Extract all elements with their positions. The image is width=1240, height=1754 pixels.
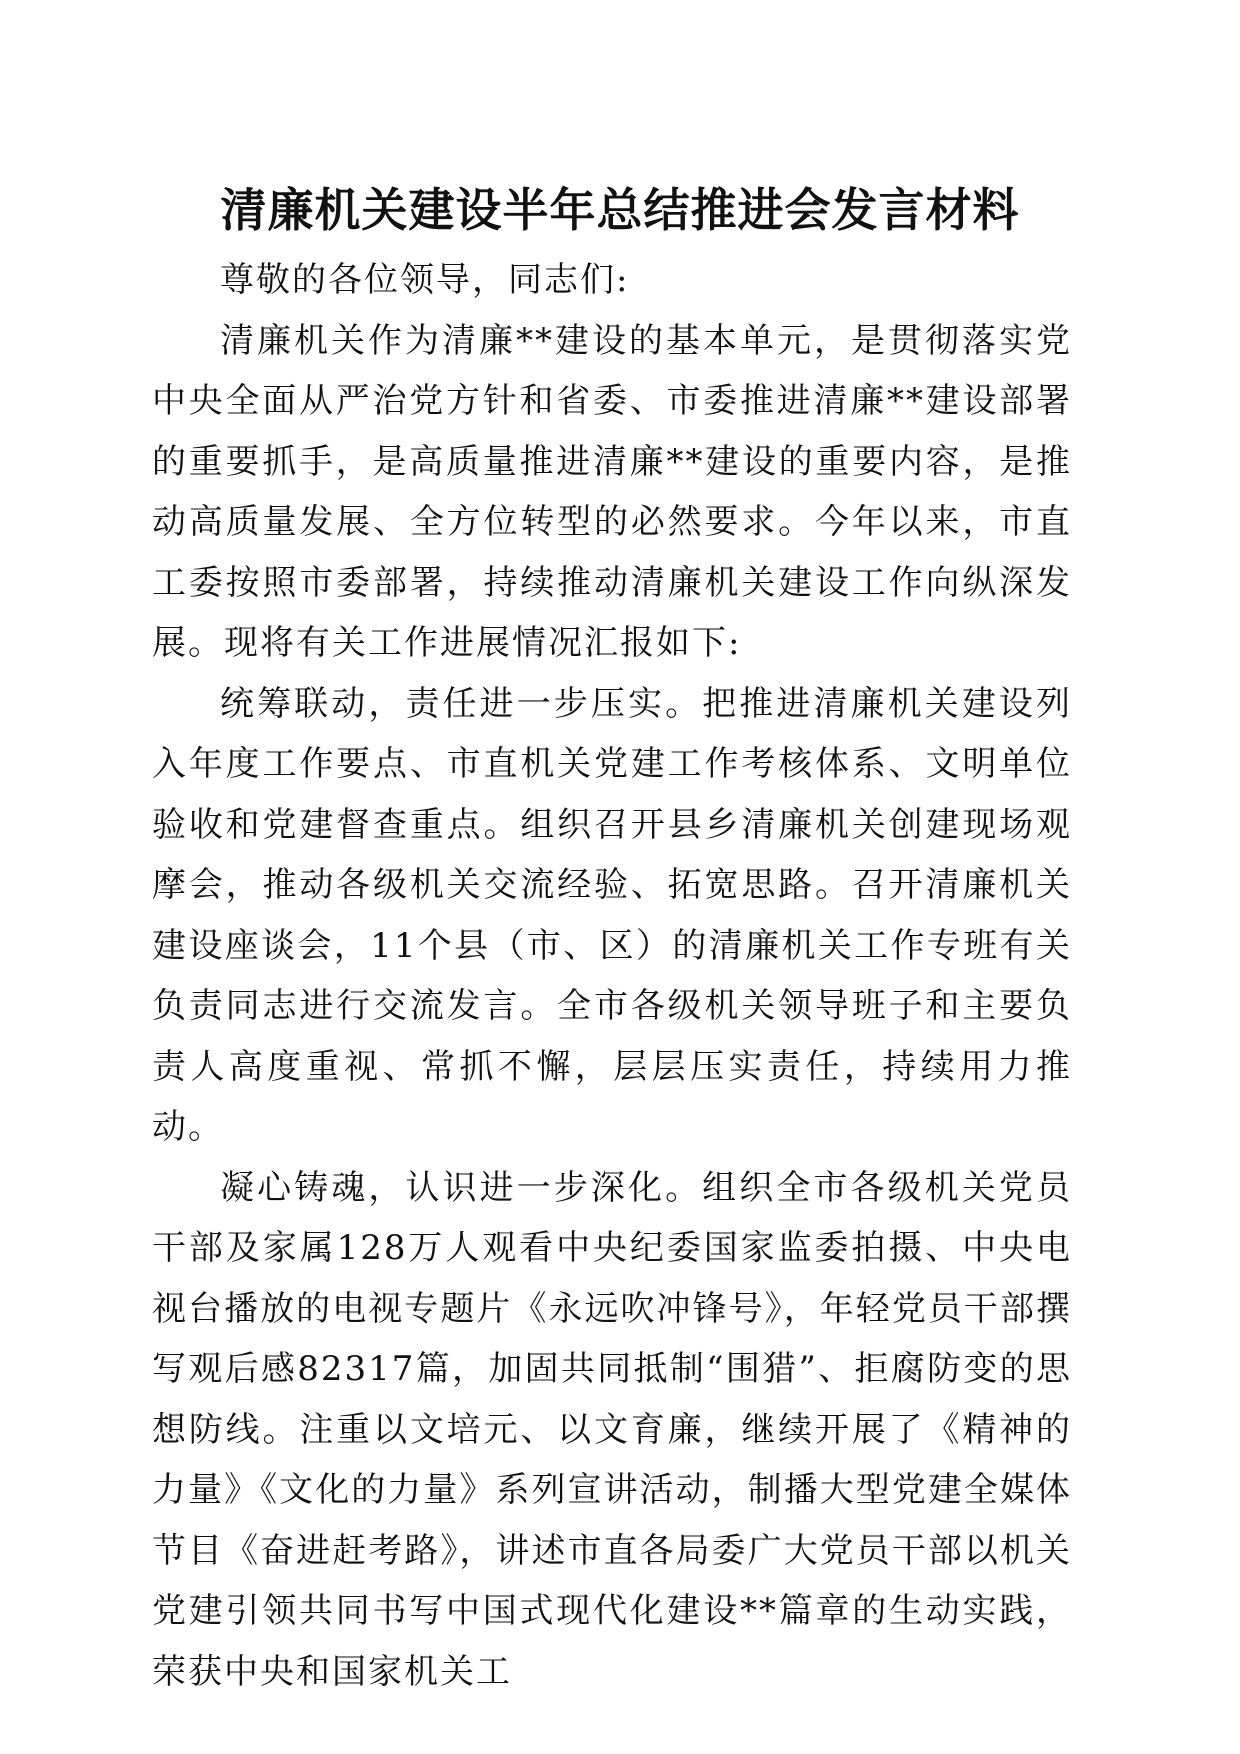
responsibility-paragraph: 统筹联动，责任进一步压实。把推进清廉机关建设列入年度工作要点、市直机关党建工作考核体系、文明单位验收和党建督查重点。组织召开县乡清廉机关创建现场观摩会，推动各级机关交流经验、拓宽思路。召开清廉机关建设座谈会，11个县（市、区）的清廉机关工作专班有关负责同志进行交流发言。全市各级机关领导班子和主要负责人高度重视、常抓不懈，层层压实责任，持续用力推动。	[152, 683, 1072, 1147]
document-title: 清廉机关建设半年总结推进会发言材料	[220, 183, 1020, 237]
document-body	[152, 250, 1072, 1702]
greeting-paragraph: 尊敬的各位领导，同志们:	[220, 260, 630, 300]
intro-paragraph: 清廉机关作为清廉**建设的基本单元，是贯彻落实党中央全面从严治党方针和省委、市委推进清廉**建设部署的重要抓手，是高质量推进清廉**建设的重要内容，是推动高质量发展、全方位转型的必然要求。今年以来，市直工委按照市委部署，持续推动清廉机关建设工作向纵深发展。现将有关工作进展情况汇报如下:	[152, 320, 1072, 663]
awareness-paragraph: 凝心铸魂，认识进一步深化。组织全市各级机关党员干部及家属128万人观看中央纪委国家监委拍摄、中央电视台播放的电视专题片《永远吹冲锋号》，年轻党员干部撰写观后感82317篇，加固共同抵制“围猎”、拒腐防变的思想防线。注重以文培元、以文育廉，继续开展了《精神的力量》《文化的力量》系列宣讲活动，制播大型党建全媒体节目《奋进赶考路》，讲述市直各局委广大党员干部以机关党建引领共同书写中国式现代化建设**篇章的生动实践，荣获中央和国家机关工	[152, 1167, 1072, 1692]
